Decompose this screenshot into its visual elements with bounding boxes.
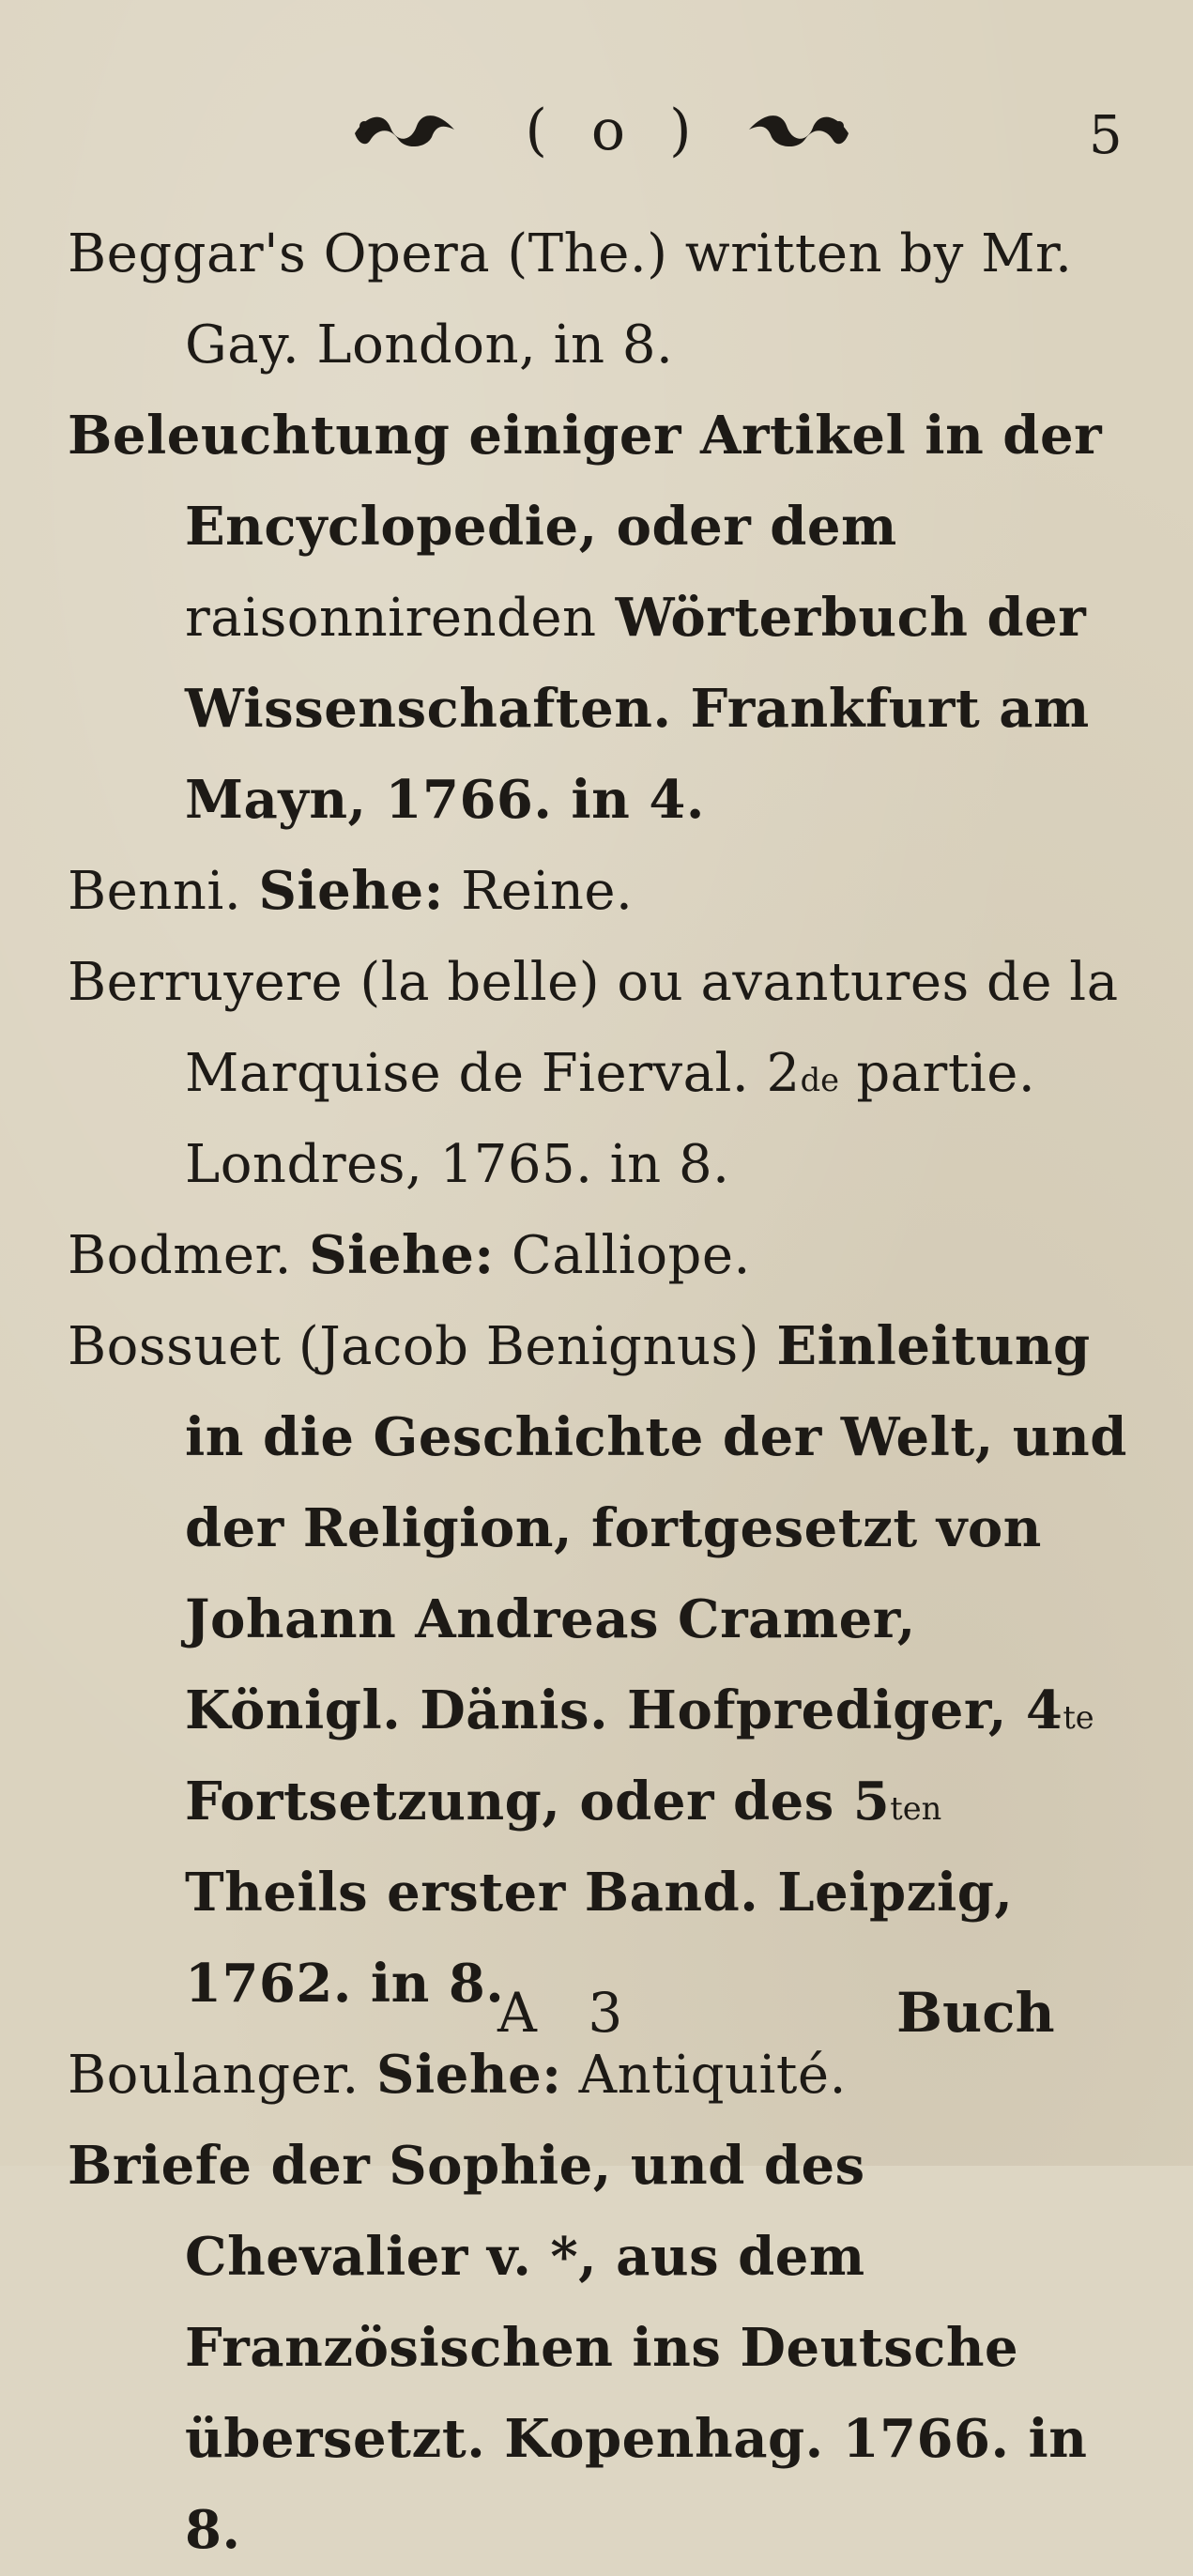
roman-text: Berruyere (la belle) ou avantures de la Marquise de Fierval. 2: [68, 952, 1119, 1104]
catchword: Buch: [896, 1981, 1055, 2045]
blackletter-text: Theils erster Band. Leipzig, 1762. in 8.: [185, 1862, 1014, 2015]
roman-text: Beggar's Opera (The.) written by Mr. Gay. London, in 8.: [68, 223, 1073, 376]
catalog-entry: [68, 937, 1128, 1210]
fleuron-right-ornament: [742, 105, 854, 152]
catalog-entry: [68, 2121, 1128, 2576]
signature-mark: A 3: [497, 1981, 640, 2045]
roman-text: raisonnirenden: [185, 588, 597, 649]
blackletter-text: Briefe der Sophie, und des Chevalier v. *, aus dem Französischen ins Deutsche übersetzt. Kopenhag. 1766. in 8.: [68, 2135, 1088, 2561]
roman-text: Calliope.: [494, 1225, 751, 1286]
roman-text: Reine.: [443, 861, 634, 922]
catalog-entry: [68, 208, 1128, 391]
superscript-text: ten: [890, 1790, 942, 1827]
page-signature-parenthetical: ( o ): [525, 98, 705, 163]
page-footer: [0, 1981, 1193, 2075]
roman-text: Benni.: [68, 861, 259, 922]
catalog-entry: [68, 846, 1128, 937]
roman-text: partie. Londres, 1765. in 8.: [185, 1043, 1036, 1195]
blackletter-text: Siehe:: [376, 2044, 562, 2106]
blackletter-text: Beleuchtung einiger Artikel in der Encyclopedie, oder dem: [68, 405, 1103, 558]
blackletter-text: Fortsetzung, oder des 5: [185, 1771, 891, 1832]
blackletter-text: Einleitung in die Geschichte der Welt, und der Religion, fortgesetzt von Johann Andreas Cramer, Königl. Dänis. Hofprediger, 4: [185, 1315, 1127, 1741]
roman-text: Antiquité.: [561, 2045, 847, 2106]
blackletter-text: Siehe:: [309, 1224, 495, 1286]
superscript-text: de: [800, 1062, 840, 1098]
page-number: 5: [1089, 105, 1123, 166]
blackletter-text: Wörterbuch der Wissenschaften. Frankfurt am Mayn, 1766. in 4.: [185, 587, 1090, 831]
superscript-text: te: [1063, 1699, 1094, 1736]
catalog-entries: [68, 208, 1128, 2576]
catalog-entry: [68, 1301, 1128, 2030]
roman-text: Bodmer.: [68, 1225, 310, 1286]
roman-text: Bossuet (Jacob Benignus): [68, 1316, 777, 1377]
fleuron-left-ornament: [349, 105, 462, 152]
blackletter-text: Siehe:: [258, 860, 444, 922]
catalog-entry: [68, 1210, 1128, 1301]
roman-text: Boulanger.: [68, 2045, 377, 2106]
catalog-entry: [68, 391, 1128, 846]
